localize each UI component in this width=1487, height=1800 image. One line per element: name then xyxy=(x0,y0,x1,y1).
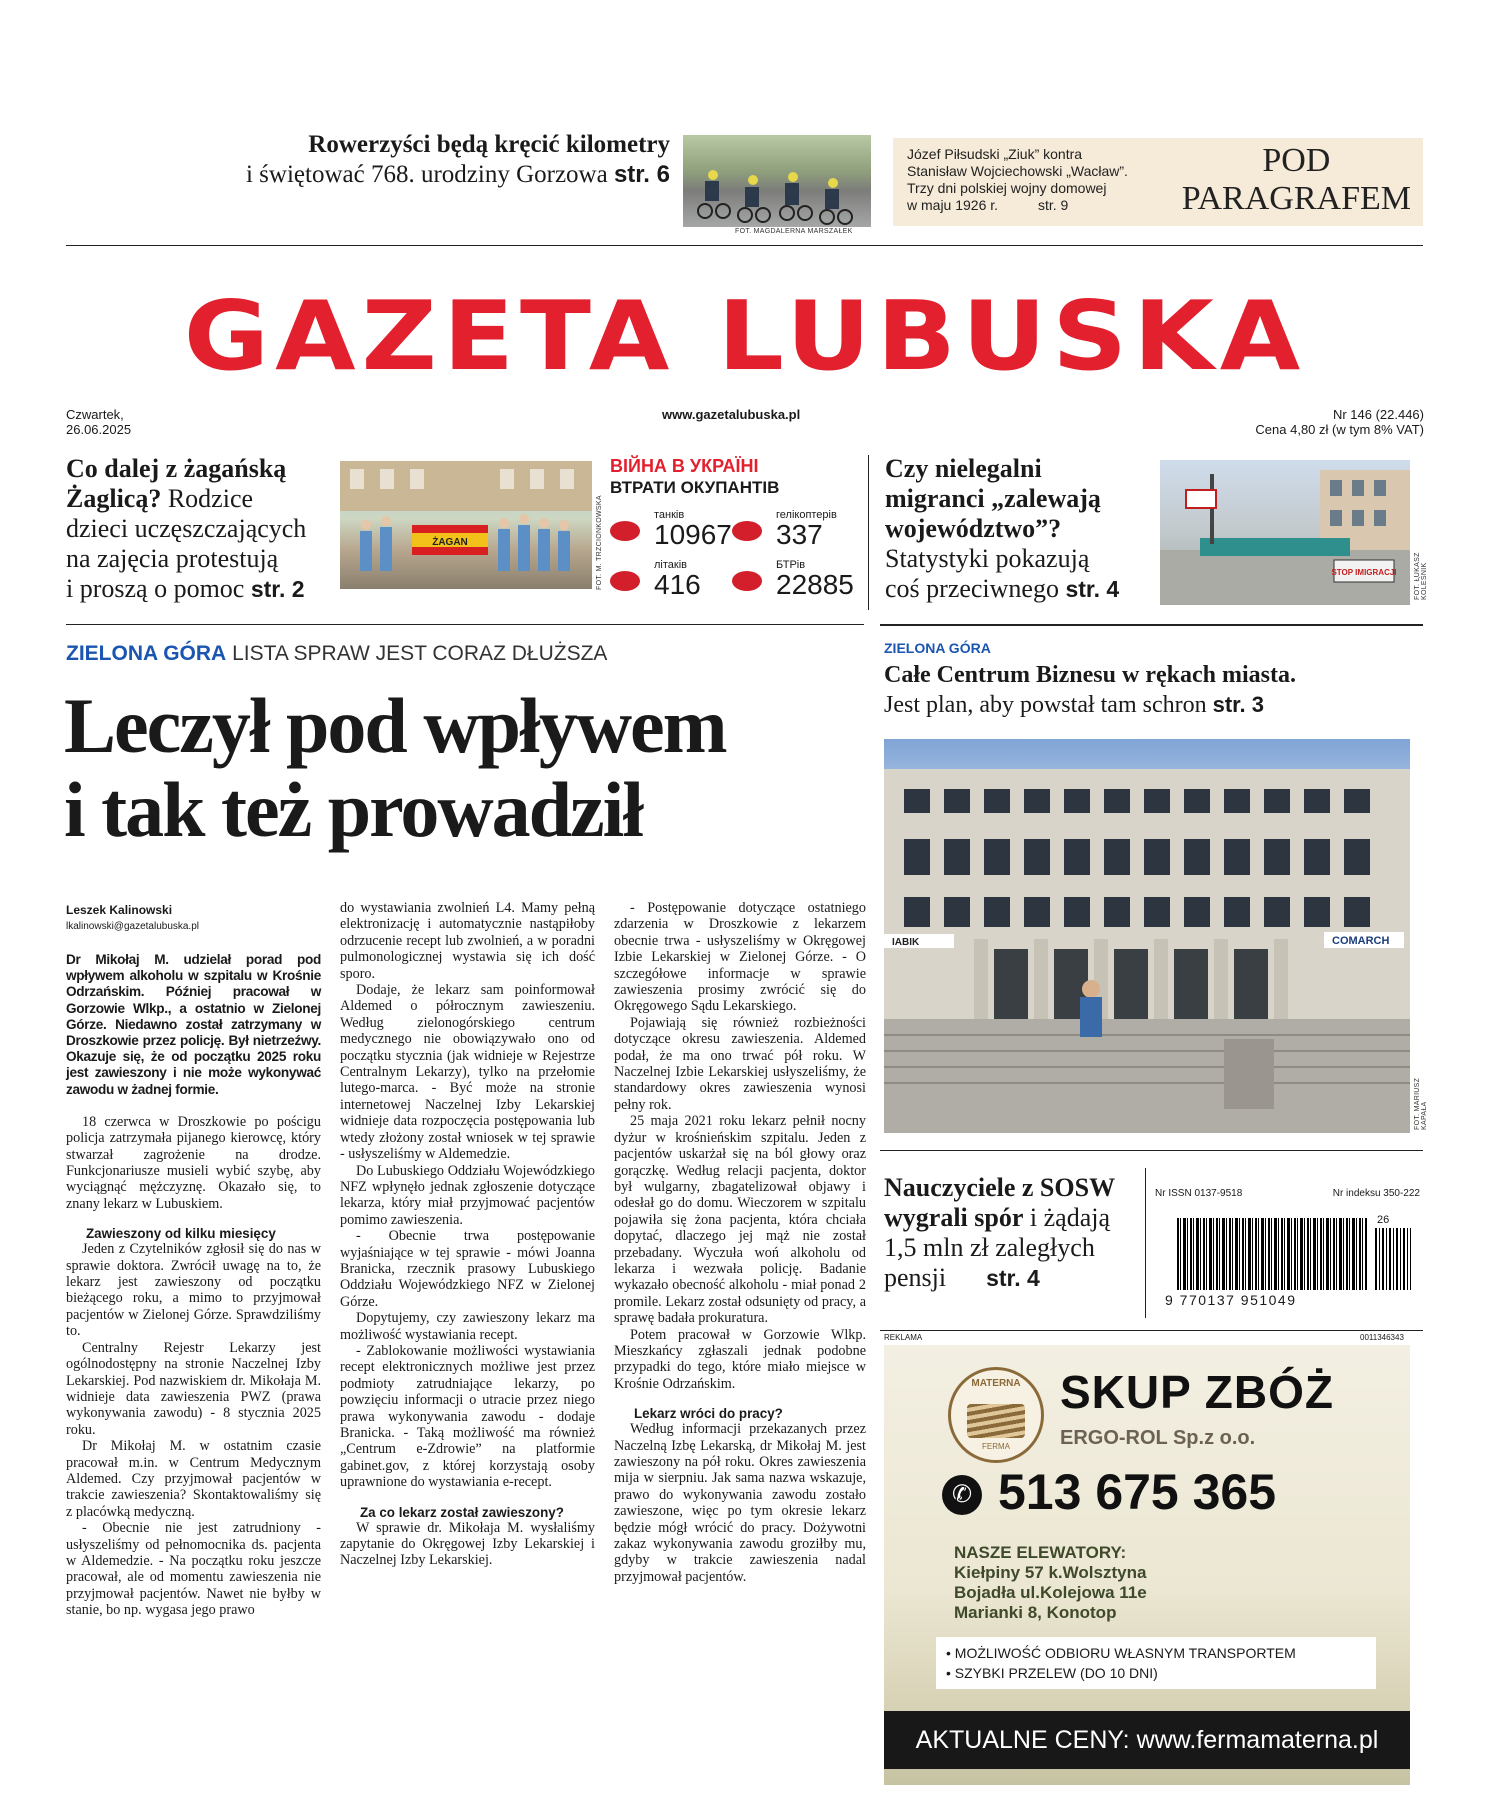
zagan-line4: na zajęcia protestują xyxy=(66,544,279,573)
ad-elev-3: Marianki 8, Konotop xyxy=(954,1603,1117,1622)
story-migrants[interactable] xyxy=(885,454,1155,604)
masthead-price: Cena 4,80 zł (w tym 8% VAT) xyxy=(1255,422,1424,437)
war-stat-tanks-label: танків xyxy=(654,509,685,521)
masthead-issue xyxy=(1255,407,1424,437)
pod-brand-line2: PARAGRAFEM xyxy=(1181,180,1411,217)
barcode-addon xyxy=(1375,1228,1411,1290)
article-c2-p3: Do Lubuskiego Oddziału Wojewódzkiego NFZ wpłynęło jednak zgłoszenie dotyczące lekarza, który miał przyjmować pacjentów pomimo zawieszenia. xyxy=(340,1162,595,1228)
top-divider xyxy=(66,245,1423,246)
zagan-line5: i proszą o pomoc xyxy=(66,574,251,603)
article-c1-p1: 18 czerwca w Droszkowie po pościgu policja zatrzymała pijanego kierowcę, który stwarzał zagrożenie na drodze. Funkcjonariusze musieli wybić szybę, aby wyciągnąć mężczyznę. Okazało się, to znany lekarz w Lubuskiem. xyxy=(66,1113,321,1212)
war-stat-helicopters xyxy=(732,509,852,553)
pod-text-1: Józef Piłsudski „Ziuk” kontra xyxy=(907,146,1083,162)
article-c3-subhead: Lekarz wróci do pracy? xyxy=(634,1406,783,1422)
story-centrum[interactable] xyxy=(884,640,1424,720)
ad-label: REKLAMA xyxy=(884,1333,923,1342)
phone-icon: ✆ xyxy=(942,1475,982,1515)
zagan-line2a: Żaglicą? xyxy=(66,484,162,513)
ad-logo-fields xyxy=(967,1404,1025,1438)
article-c2-p2: Dodaje, że lekarz sam poinformował Aldemed o półrocznym zawieszeniu. Według zielonogórskiego centrum medycznego nie obowiązywało ono od początku stycznia (jak widnieje w Rejestrze Centralnym Lekarzy), tylko na przełomie lutego-marca. - Być może na stronie internetowej Naczelnej Izby Lekarskiej widnieje data rozpoczęcia postępowania lub wtedy złożony został wniosek w tej sprawie - usłyszeliśmy w Aldemedzie. xyxy=(340,982,595,1163)
ad-code: 0011346343 xyxy=(1360,1333,1404,1342)
migrants-line3: województwo”? xyxy=(885,514,1062,543)
ad-elevators xyxy=(954,1543,1147,1623)
centrum-photo xyxy=(884,739,1410,1133)
centrum-title: Całe Centrum Biznesu w rękach miasta. xyxy=(884,662,1296,688)
masthead-date-value: 26.06.2025 xyxy=(66,422,132,437)
article-c1-p4: Dr Mikołaj M. w ostatnim czasie pracował m.in. w Centrum Medycznym Aldemed. Czy przyjmował pacjentów w trakcie zawieszenia? Skontaktowaliśmy się z placówką medyczną. xyxy=(66,1438,321,1520)
article-c3-p5: Według informacji przekazanych przez Naczelną Izbę Lekarską, dr Mikołaj M. jest zawieszony na pół roku. Okres zawieszenia mija w sierpniu. Jak sama nazwa wskazuje, prawo do wykonywania zawodu zostało zawieszone, więc po tym okresie lekarz będzie mógł wrócić do pracy. Dożywotni zakaz wykonywania zawodu groziłby mu, gdyby w trakcie zawieszenia nadal przyjmował pacjentów. xyxy=(614,1421,866,1585)
ad-footer-text: AKTUALNE CENY: www.fermamaterna.pl xyxy=(915,1726,1379,1754)
pod-brand-line1: POD xyxy=(1262,142,1331,179)
pod-text-2: Stanisław Wojciechowski „Wacław”. xyxy=(907,163,1128,179)
war-stat-helicopters-value: 337 xyxy=(776,519,823,550)
article-c2-p7: W sprawie dr. Mikołaja M. wysłaliśmy zapytanie do Okręgowej Izby Lekarskiej i Naczelnej Izby Lekarskiej. xyxy=(340,1519,595,1569)
zagan-page: str. 2 xyxy=(250,576,305,602)
article-c2-p4: - Obecnie trwa postępowanie wyjaśniające w tej sprawie - mówi Joanna Branicka, rzecznik prasowy Lubuskiego Oddziału Wojewódzkiego NFZ w Zielonej Górze. xyxy=(340,1228,595,1310)
street-illustration xyxy=(1160,460,1410,605)
war-stat-tanks-value: 10967 xyxy=(654,519,732,550)
ad-logo xyxy=(948,1367,1044,1463)
zagan-line1: Co dalej z żagańską xyxy=(66,454,287,483)
article-c2-p5: Dopytujemy, czy zawieszony lekarz ma możliwość wystawiania recept. xyxy=(340,1310,595,1343)
main-headline-line2: i tak też prowadził xyxy=(64,766,643,853)
ad-bullet-1: • MOŻLIWOŚĆ ODBIORU WŁASNYM TRANSPORTEM xyxy=(946,1645,1296,1661)
ad-footer[interactable] xyxy=(884,1711,1410,1769)
advertisement[interactable] xyxy=(884,1345,1410,1785)
migrants-page: str. 4 xyxy=(1065,576,1120,602)
centrum-kicker: ZIELONA GÓRA xyxy=(884,640,991,656)
war-stat-apc-value: 22885 xyxy=(776,569,854,600)
barcode-block xyxy=(1155,1188,1420,1318)
stop-sign-text: STOP IMIGRACJI xyxy=(1331,568,1397,577)
comarch-sign: COMARCH xyxy=(1332,935,1390,947)
pod-paragrafem-brand xyxy=(1182,142,1411,218)
ad-headline: SKUP ZBÓŻ xyxy=(1060,1366,1334,1418)
bikes-photo xyxy=(683,135,871,227)
ad-elev-2: Bojadła ul.Kolejowa 11e xyxy=(954,1583,1147,1602)
war-stat-planes xyxy=(610,559,730,603)
ad-bullet-2: • SZYBKI PRZELEW (DO 10 DNI) xyxy=(946,1665,1158,1681)
teaser-bikes-line1: Rowerzyści będą kręcić kilometry xyxy=(308,131,670,158)
masthead-title[interactable]: GAZETA LUBUSKA xyxy=(183,279,1307,393)
byline-email: lkalinowski@gazetalubuska.pl xyxy=(66,921,199,932)
barcode-issue-code: 26 xyxy=(1377,1214,1390,1226)
article-c2-subhead: Za co lekarz został zawieszony? xyxy=(360,1504,564,1520)
masthead-day: Czwartek, xyxy=(66,407,124,422)
row2-bottom-divider-left xyxy=(66,624,864,625)
teaser-bikes-line2: i świętować 768. urodziny Gorzowa xyxy=(245,161,608,188)
cyclists-illustration xyxy=(683,135,871,227)
article-c1-p2: Jeden z Czytelników zgłosił się do nas w sprawie doktora. Zwrócił uwagę na to, że lekarz jest zawieszony od początku bieżącego roku, a mimo to przyjmował pacjentów w Zielonej Górze. Sprawdziliśmy to. xyxy=(66,1241,321,1340)
article-lead: Dr Mikołaj M. udzielał porad pod wpływem alkoholu w szpitalu w Krośnie Odrzańskim. Później pracował w Gorzowie Wlkp., a ostatnio w Zielonej Górze. Niedawno został zatrzymany w Droszkowie przez policję. Był nietrzeźwy. Okazuje się, że od początku 2025 roku jest zawieszony i nie może wykonywać zawodu w żadnej formie. xyxy=(66,952,321,1097)
pod-paragrafem-text xyxy=(907,146,1128,214)
war-stat-planes-value: 416 xyxy=(654,569,701,600)
zagan-line2b: Rodzice xyxy=(161,484,254,513)
article-c3-p1: - Postępowanie dotyczące ostatniego zdarzenia w Droszkowie z lekarzem obecnie trwa - usłyszeliśmy w Okręgowej Izbie Lekarskiej w Zielonej Górze. - O szczegółowe informacje w sprawie zawieszenia prosimy zwrócić się do Okręgowego Sądu Lekarskiego. xyxy=(614,900,866,1015)
article-c3-p2: Pojawiają się również rozbieżności dotyczące okresu zawieszenia. Aldemed podał, że ma ono trwać pół roku. W Naczelnej Izbie Lekarskiej usłyszeliśmy, że standardowy okres zawieszenia wynosi pełny rok. xyxy=(614,1014,866,1113)
tank-icon xyxy=(610,521,640,541)
migrants-line5: coś przeciwnego xyxy=(885,574,1066,603)
zagan-photo xyxy=(340,461,592,589)
main-headline-line1: Leczył pod wpływem xyxy=(64,682,726,769)
ad-elev-1: Kiełpiny 57 k.Wolsztyna xyxy=(954,1563,1147,1582)
sosw-line2a: wygrali spór xyxy=(884,1203,1024,1232)
migrants-photo xyxy=(1160,460,1410,605)
migrants-photo-credit: FOT. ŁUKASZ KOLEŚNIK xyxy=(1414,552,1428,600)
article-column-2 xyxy=(340,900,595,1569)
pod-page: str. 9 xyxy=(1037,197,1069,213)
ad-top-divider xyxy=(880,1330,1423,1331)
centrum-photo-credit: FOT. MARIUSZ KAPAŁA xyxy=(1414,1077,1428,1130)
ad-bullets xyxy=(936,1637,1376,1689)
zagan-banner-text: ŻAGAN xyxy=(432,537,468,548)
sosw-page: str. 4 xyxy=(986,1265,1040,1291)
teaser-bikes-line2-wrap xyxy=(150,160,670,190)
ad-phone: 513 675 365 xyxy=(998,1464,1277,1520)
zagan-photo-credit: FOT. M. TRZCIONKOWSKA xyxy=(596,495,603,590)
article-c3-p4: Potem pracował w Gorzowie Wlkp. Mieszkańcy zgłaszali jednak podobne przypadki do tego, które miało miejsce w Krośnie Odrzańskim. xyxy=(614,1326,866,1392)
ad-elev-title: NASZE ELEWATORY: xyxy=(954,1543,1127,1562)
barcode-digits: 9 770137 951049 xyxy=(1165,1292,1297,1308)
migrants-line2: migranci „zalewają xyxy=(885,484,1101,513)
teaser-bikes[interactable] xyxy=(150,130,670,190)
article-c2-p1: do wystawiania zwolnień L4. Mamy pełną elektronizację i automatycznie nastąpiłoby odrzucenie recept lub zwolnień, a w poradni pulmonologicznej wystawia się ich dość sporo. xyxy=(340,900,595,982)
teaser-bikes-page: str. 6 xyxy=(613,161,670,188)
centrum-page: str. 3 xyxy=(1212,692,1264,717)
teaser-pod-paragrafem[interactable] xyxy=(893,138,1423,226)
apc-icon xyxy=(732,571,762,591)
centrum-bottom-divider xyxy=(880,1150,1423,1151)
index-label: Nr indeksu 350-222 xyxy=(1332,1188,1420,1199)
zagan-line3: dzieci uczęszczających xyxy=(66,514,307,543)
masthead-date xyxy=(66,407,131,437)
centrum-sub-wrap xyxy=(884,690,1424,720)
bikes-photo-credit: FOT. MAGDALERNA MARSZAŁEK xyxy=(735,228,853,235)
barcode-vertical-divider xyxy=(1145,1168,1146,1318)
story-sosw[interactable] xyxy=(884,1173,1154,1293)
row2-vertical-divider xyxy=(868,455,869,610)
plane-icon xyxy=(610,571,640,591)
masthead-issue-number: Nr 146 (22.446) xyxy=(1332,407,1424,422)
centrum-sub: Jest plan, aby powstał tam schron xyxy=(884,692,1213,718)
migrants-line4: Statystyki pokazują xyxy=(885,544,1090,573)
sosw-line2b: i żądają xyxy=(1023,1203,1110,1232)
ad-logo-text: MATERNA xyxy=(971,1378,1021,1389)
article-column-1 xyxy=(66,952,321,1619)
byline-author: Leszek Kalinowski xyxy=(66,903,173,917)
war-stat-planes-label: літаків xyxy=(654,559,687,571)
pod-text-4: w maju 1926 r. xyxy=(907,197,999,213)
war-subtitle: ВТРАТИ ОКУПАНТІВ xyxy=(610,478,780,497)
article-c1-p5: - Obecnie nie jest zatrudniony - usłyszeliśmy od pełnomocnika ds. pacjenta w Aldemedzie. - Na początku roku jeszcze pracował, ale od momentu zawieszenia nie przyjmował pacjentów. Nawet nie byłby w stanie, bo np. wygasa jego prawo xyxy=(66,1520,321,1619)
masthead-website[interactable]: www.gazetalubuska.pl xyxy=(662,407,801,422)
ad-logo-sub: FERMA xyxy=(982,1442,1010,1451)
zagan-group-illustration xyxy=(340,461,592,589)
war-stat-apc-label: БТРів xyxy=(776,559,806,571)
issn-label: Nr ISSN 0137-9518 xyxy=(1155,1188,1243,1199)
main-kicker-text: LISTA SPRAW JEST CORAZ DŁUŻSZA xyxy=(232,642,608,665)
sosw-line3: 1,5 mln zł zaległych xyxy=(884,1233,1095,1262)
war-box xyxy=(610,455,854,605)
pod-text-3: Trzy dni polskiej wojny domowej xyxy=(907,180,1107,196)
sosw-line4: pensji xyxy=(884,1263,947,1292)
main-kicker-place: ZIELONA GÓRA xyxy=(66,642,227,665)
war-stat-apc xyxy=(732,559,852,603)
helicopter-icon xyxy=(732,521,762,541)
migrants-line1: Czy nielegalni xyxy=(885,454,1042,483)
article-c3-p3: 25 maja 2021 roku lekarz pełnił nocny dyżur w krośnieńskim szpitalu. Jeden z pacjentów uskarżał się na ból głowy oraz gorączkę. Według relacji pacjenta, doktor był wulgarny, zbagatelizował objawy i odesłał go do domu. Wieczorem w szpitalu pojawiła się żona pacjenta, która chciała dopytać, dlaczego jej mąż nie został przebadany. Wyczuła woń alkoholu od lekarza i wezwała policję. Badanie wykazało obecność alkoholu - miał ponad 2 promile. Lekarz został odsunięty od pracy, a sprawę badała prokuratura. xyxy=(614,1113,866,1327)
barcode-header xyxy=(1155,1188,1420,1199)
main-headline[interactable] xyxy=(64,684,726,852)
war-stat-tanks xyxy=(610,509,730,553)
war-stat-helicopters-label: гелікоптерів xyxy=(776,509,837,521)
iabik-sign: IABIK xyxy=(892,937,920,948)
war-title: ВІЙНА В УКРАЇНІ xyxy=(610,456,759,476)
barcode-bars xyxy=(1177,1218,1367,1290)
story-zagan[interactable] xyxy=(66,454,331,604)
building-illustration xyxy=(884,739,1410,1133)
byline xyxy=(66,903,199,932)
row2-bottom-divider-right xyxy=(880,624,1423,626)
sosw-line1: Nauczyciele z SOSW xyxy=(884,1173,1116,1202)
article-c1-subhead: Zawieszony od kilku miesięcy xyxy=(86,1226,276,1242)
main-kicker xyxy=(66,642,607,666)
article-c1-p3: Centralny Rejestr Lekarzy jest ogólnodostępny na stronie Naczelnej Izby Lekarskiej. Pod nazwiskiem dr. Mikołaja M. widnieje data zawieszenia PWZ (prawa wykonywania zawodu) - 8 stycznia 2025 roku. xyxy=(66,1339,321,1438)
article-column-3 xyxy=(614,900,866,1585)
article-c2-p6: - Zablokowanie możliwości wystawiania recept elektronicznych możliwe jest przez podmioty zatrudniające lekarzy, po powzięciu informacji o utracie przez niego prawa wykonywania zawodu - dodaje Branicka. - Taką możliwość ma również „Centrum e-Zdrowie” na platformie gabinet.gov, z której korzystają osoby uprawnione do wystawiania e-recept. xyxy=(340,1342,595,1491)
ad-company: ERGO-ROL Sp.z o.o. xyxy=(1060,1427,1256,1449)
